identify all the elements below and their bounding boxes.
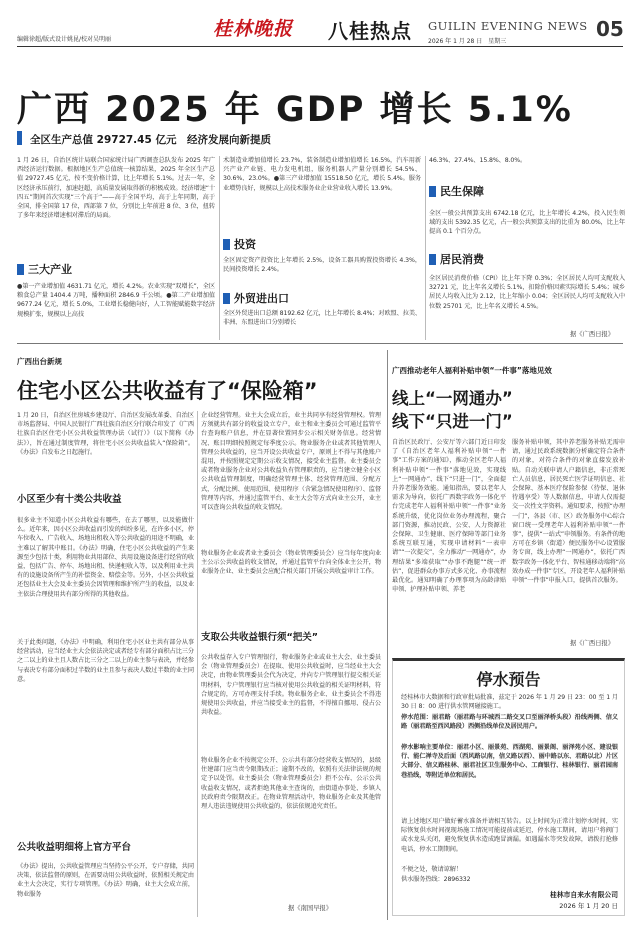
- gdp-col3b: 全区一般公共预算支出 6742.18 亿元，比上年增长 4.2%，投入民生领域的支出 5392.35 亿元，占一般公共预算支出的比重为 80.0%，比上年提高 0.1 个百分点。: [429, 210, 625, 236]
- elderly-col2: 服务补贴申领，其中养老服务补贴无需申请，通过民政系统数据分析确定符合条件的对象，对符合条件的对象直接发放补贴。自动关联申请人户籍信息，非正常死亡人员信息，居民死亡医学证明信息、社会保障、基本医疗保险参保（待保、退休待遇享受）等人数据信息，申请人仅需提交一次性文字资料。通知要求，按照“办理一门”，各县（市、区）政务服务中心综合窗口统一受理老年人福利补贴申领“一件事”，提供“一站式”申领服务。有条件的地方可在乡镇（街道）便民服务中心设置服务专窗，线上办理“一网通办”，依托广西数字政务一体化平台、智桂通移动端将“高效办成一件事”专区，开设老年人福利补贴申领“一件事”申报入口，提供首次服务。: [512, 439, 625, 585]
- section-trade-label: 外贸进出口: [234, 292, 289, 305]
- notice-area-text: 丽君路（丽君路与环城西二路交叉口至丽泽桥头段）沿线两侧、信义路（丽君路至西风路段）西侧沿线单位及居民用户。: [401, 714, 618, 731]
- housing-body2: 《办法》提出，公共收益管理应当坚持公平公开，专户存储，共同决策，依法监督的原则，在需要动用公共收益时，依照相关规定由业主大会决定，实行专项管理。《办法》明确，业主大会成立前，物业服务: [17, 863, 194, 898]
- section-welfare-label: 民生保障: [440, 185, 484, 198]
- gdp-headline: 广西 2025 年 GDP 增长 5.1%: [17, 90, 573, 130]
- editors-line: 编辑徐超/版式设计姚昆/校对吴明丽: [17, 36, 112, 43]
- logo: [213, 14, 321, 44]
- notice-affected-text: 丽君小区、丽景苑、西湖苑、丽景阁、丽泽苑小区、建设银行、能仁禅寺及后面（西风路以南，信义路以西）、丽中路以东、君路以北）片区大部分、信义路桂林、丽君社区卫生服务中心、工商银行、桂林银行、丽君园南巷沿线，等附近单位和居民。: [401, 744, 618, 779]
- section-marker: [223, 239, 230, 250]
- col-divider: [197, 411, 198, 917]
- notice-box: [392, 658, 625, 916]
- housing-headline: 住宅小区公共收益有了“保险箱”: [17, 379, 318, 403]
- notice-area: [401, 713, 618, 741]
- col-divider: [219, 156, 220, 340]
- elderly-headline-1: 线上“一网通办”: [392, 389, 513, 408]
- notice-issue-date: 2026 年 1 月 20 日: [559, 902, 618, 910]
- section-rule: [17, 343, 623, 344]
- notice-title: 停水预告: [476, 670, 541, 689]
- housing-kicker: 广西出台新规: [17, 357, 62, 366]
- section-marker: [429, 186, 436, 197]
- gdp-col1b: ●第一产业增加值 4631.71 亿元，增长 4.2%。农业实现“双增长”，全区粮食总产量 1404.4 万吨，播种面积 2846.9 千公顷。●第二产业增加值 9677.24 亿元，增长 5.0%，工业增长稳健向好，人工智能赋能数字经济规模扩张，规模以上高技: [17, 283, 215, 318]
- elderly-headline-2: 线下“只进一门”: [392, 412, 513, 431]
- section-invest-label: 投资: [234, 238, 256, 251]
- housing-col2a2: 物业服务企业或者业主委员会（物业管理委员会）应当每年度向业主公示公共收益的收支情况，并通过监管平台向全体业主公开，物业服务企业、业主委员会应配合相关部门开展公共收益审计工作。: [201, 550, 381, 576]
- section-marker: [223, 293, 230, 304]
- col-divider: [425, 156, 426, 340]
- gdp-col3: 46.3%、27.4%、15.8%、8.0%。: [429, 157, 527, 164]
- notice-affected: [401, 743, 618, 817]
- elderly-source: 据《广西日报》: [570, 640, 615, 647]
- col-divider: [387, 350, 388, 920]
- gdp-col1: 1 月 26 日，自治区统计局联合国家统计局广西调查总队发布 2025 年广西经济运行数据。根据地区生产总值统一核算结果，2025 年全区生产总值 29727.45 亿元，按不变价格计算，比上年增长 5.1%。过去一年，全区经济承压前行，加速赶超，高质量发展取得新的积极成效。经济增速“十四五”期间首次实现“三个高于”——高于全国平均，高于上年同期，高于全国，排全国第 17 位，西部第 7 位，分别比上年前进 8 位、3 位，扭转了多年来经济增速相对滞后的局面。: [17, 157, 215, 220]
- notice-area-label: 停水范围：: [401, 714, 433, 721]
- section-industry: [17, 261, 72, 277]
- notice-body1: 经桂林市大数据和行政审批局批准，兹定于 2026 年 1 月 29 日 23：00 至 1 月 30 日 8：00 进行供水管网碰接施工。: [401, 694, 618, 711]
- section-marker: [17, 264, 24, 275]
- section-consumer-label: 居民消费: [440, 253, 484, 266]
- section-industry-label: 三大产业: [28, 263, 72, 276]
- section-invest: [223, 236, 256, 252]
- logo-text: 桂林晚报: [213, 18, 294, 40]
- housing-body1b: 关于此类问题，《办法》中明确，利用住宅小区业主共有部分从事经营活动，应当经业主大会依法决定或者经专有部分面积占比三分之二以上的业主且人数占比三分之二以上的业主参与表决，并经参与表决专有部分面积过半数的业主且参与表决人数过半数的业主同意。: [17, 639, 194, 683]
- elderly-col1: 自治区民政厅、公安厅等六部门近日印发了《自治区老年人福利补贴申领“一件事”工作方案的通知》，推动全区老年人福利补贴申领“一件事”落地见效，实现线上“一网通办”、线下“只进一门”，全面提升养老服务效能。通知指出，要以老年人需求为导向，依托广西数字政务一体化平台完成老年人福利补贴申领“一件事”业务系统升级，优化岗位业务办理流程，聚合部门资源，推动民政、公安、人力资源社会保障、卫生健康、医疗保障等部门业务系统互联互通，实现申请材料“一表申请”“一次提交”，全力推动“一网通办”，办理结果“多端获取”“办事不跑腿”“统一评估”，促进群众办事方式多元化、办事流程最优化。通知明确了办理事项为高龄津贴申领、护理补贴申领、养老: [392, 439, 506, 594]
- gdp-col3c: 全区居民消费价格（CPI）比上年下降 0.3%；全区居民人均可支配收入 32721 元，比上年名义增长 5.1%，扣除价格因素实际增长 5.4%；城乡居民人均收入比为 2.12，比上年缩小 0.04；全区居民人均可支配收入中位数 25701 元，比上年名义增长 4.5%。: [429, 275, 625, 310]
- elderly-kicker: 广西推动老年人福利补贴申领“一件事”落地见效: [392, 366, 552, 375]
- housing-sub1: 小区至少有十类公共收益: [17, 494, 122, 505]
- masthead-date: 2026 年 1 月 28 日 星期三: [428, 38, 507, 45]
- notice-hotline: 供水服务热线：2896332: [401, 876, 471, 883]
- gdp-col2c: 全区外贸进出口总额 8192.62 亿元，比上年增长 8.4%；对欧盟、拉美、非洲、东盟进出口分别增长: [223, 310, 421, 327]
- section-trade: [223, 290, 289, 306]
- notice-issuer: 桂林市自来水有限公司: [550, 891, 618, 899]
- housing-col2a: 企业经营管理。业主大会成立后，业主共同享有经营管理权。管理方须就共有部分的收益设立专户，业主和业主委员会可通过监管平台查询账户信息，并在显著位置同步公示相关财务信息。经营情况、账目明细按照规定每季度公示。物业服务企业或者其他管理人管理公共收益的，应当开设公共收益专户，原则上不得与其他账户混用，并按照规定定期公示收支情况，接受业主监督。业主委员会或者物业服务企业对公共收益负有管理职责的，应当建立健全小区公共收益管理制度，明确经营管理主体、经营管理范围、分配方式，分配比例、使用范围、使用程序（含紧急情况使用程序）、监督管理等内容，并通过监管平台、业主大会等方式向业主公开，业主可以查询公共收益的收支情况。: [201, 412, 381, 512]
- housing-source: 据《南国早报》: [288, 905, 333, 912]
- section-title: 八桂热点: [328, 19, 412, 43]
- housing-intro: 1 月 20 日，自治区住房城乡建设厅、自治区发展改革委、自治区市场监督局、中国人民银行广西壮族自治区分行联合印发了《广西壮族自治区住宅小区公共收益管理办法（试行）》（以下简称《办法》），旨在通过制度管理，将住宅小区公共收益装入“保险箱”。《办法》自发布之日起施行。: [17, 412, 194, 456]
- masthead-rule: [17, 46, 623, 47]
- masthead-english: GUILIN EVENING NEWS: [428, 19, 588, 33]
- page-number: 05: [596, 17, 624, 41]
- section-marker: [429, 254, 436, 265]
- housing-body3b: 物业服务企业不按规定公开、公示共有部分经营收支情况的，县级住建部门应当责令限期改正；逾期不改的，依照有关法律法规的规定予以处罚。业主委员会（物业管理委员会）拒不公布、公示公共收益收支情况，或者拒绝其他业主查询的，由街道办事处、乡镇人民政府责令限期改正。在物业管理活动中，物业服务企业及其他管理人违法违规使用公共收益的，依法依规追究责任。: [201, 757, 381, 811]
- housing-body1: 很多业主不知道小区公共收益有哪些，在去了哪里，以及能做什么。近年来，因小区公共收益而引发的纠纷多见，在许多小区，停车位收入、广告收入、场地出租收入等公共收益的用途不明确，业主难以了解其中账目。《办法》明确，住宅小区公共收益的产生来源至少包括十类，利用物业共用部位、共用设施设备进行经营的收益，包括广告、停车、场地出租、快递柜收入等，以及利用业主共有的设施设备所产生的补偿资金、赔偿金等。另外，小区公共收益还包括业主大会及业主委员会因管理和维护所产生的收益，以及业主依法合理使用共有部分所得的其他收益。: [17, 517, 194, 598]
- notice-affected-label: 停水影响主要单位：: [401, 744, 457, 751]
- housing-sub3: 支取公共收益银行须“把关”: [201, 632, 318, 643]
- gdp-col2b: 全区固定资产投资比上年增长 2.5%，设备工器具购置投资增长 4.3%，民间投资增长 2.4%。: [223, 257, 421, 274]
- gdp-source: 据《广西日报》: [570, 331, 615, 338]
- section-welfare: [429, 183, 484, 199]
- housing-sub2: 公共收益明细将上官方平台: [17, 842, 132, 853]
- notice-thanks: 不便之处，敬请谅解！: [401, 866, 462, 873]
- gdp-subhead-bar: [17, 131, 22, 145]
- section-consumer: [429, 251, 484, 267]
- gdp-col2: 术制造业增加值增长 23.7%，装备制造业增加值增长 16.5%，汽车用新兴产业产业链、电力发电机组，服务机器人产量分别增长 54.5%、30.6%、23.0%。●第三产业增加值 15518.50 亿元，增长 5.4%。服务业增势良好，规模以上高技术服务业企业营业收入增长 13.9%。: [223, 157, 421, 192]
- gdp-subhead: 全区生产总值 29727.45 亿元 经济发展向新提质: [30, 134, 271, 146]
- housing-body3: 公共收益存入专户管理银行，物业服务企业或业主大会、业主委员会（物业管理委员会）在提取、使用公共收益时，应当经业主大会决定，由物业管理委员会代为决定，并向专户管理银行提交相关证明材料，专户管理银行应当核对使用公共收益的相关证明材料，符合规定的，方可办理支付手续。物业服务企业、业主委员会不得违规使用公共收益，并应当接受业主的监督，不得擅自挪用、侵占公共收益。: [201, 654, 381, 717]
- notice-body2: 请上述地区用户做好蓄水准备并请相互转告。以上时间为正常计划停水时间，实际恢复供水时间视现场施工情况可能提前或延迟，停水施工期间，请用户将阀门或水龙头关闭，避免恢复供水造成跑冒滴漏。如遇漏水等突发故障，请拨打抢修电话，停水工期期间。: [401, 818, 618, 853]
